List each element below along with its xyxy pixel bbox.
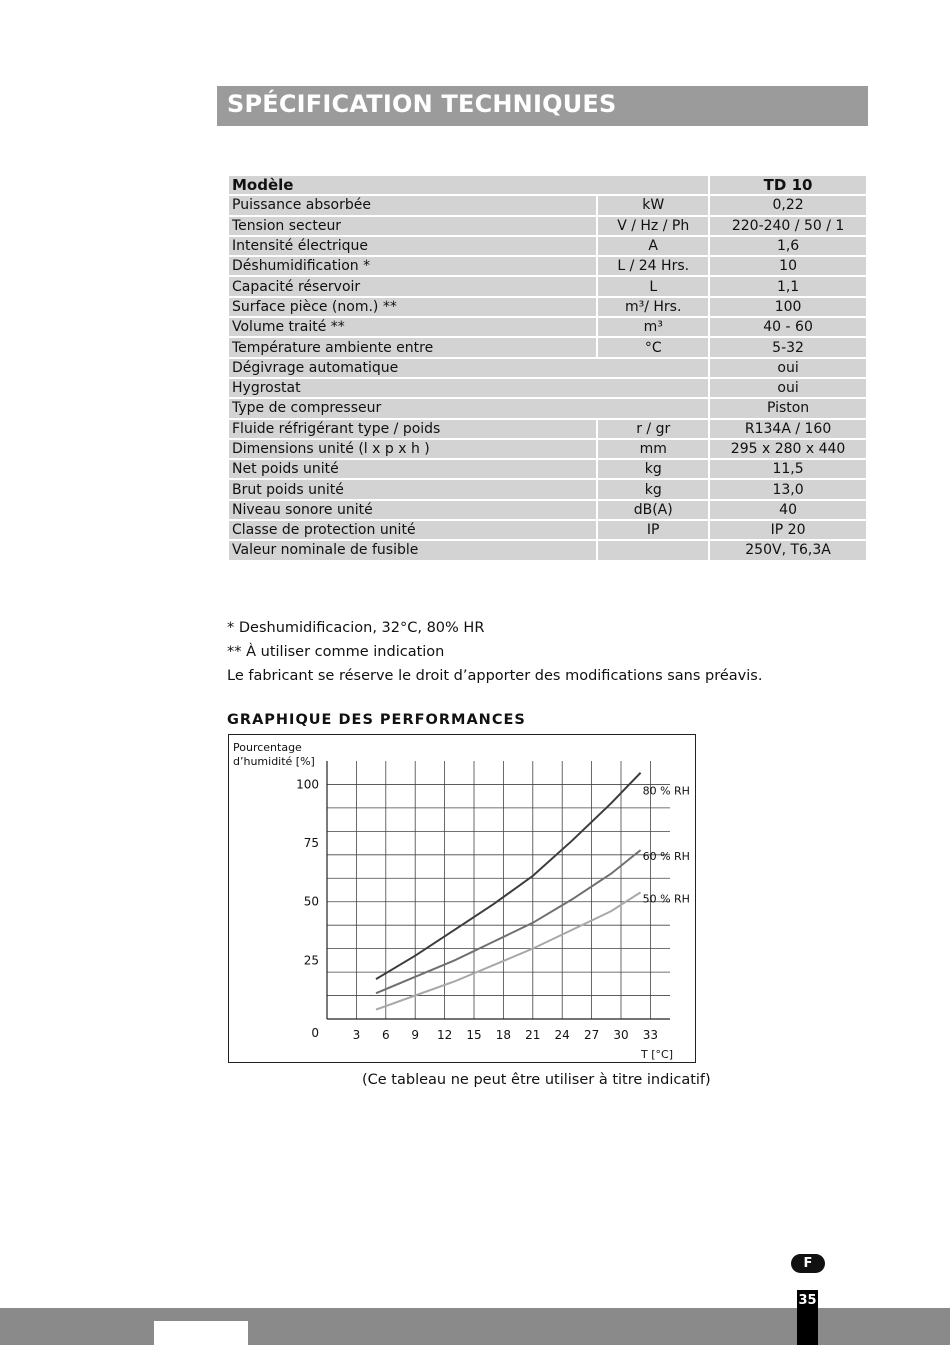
spec-value: oui	[710, 379, 866, 397]
spec-value: 250V, T6,3A	[710, 541, 866, 559]
series-line	[376, 892, 641, 1009]
spec-row	[229, 359, 866, 377]
spec-value: 220-240 / 50 / 1	[710, 217, 866, 235]
y-axis-label: Pourcentage	[233, 741, 302, 754]
spec-unit: V / Hz / Ph	[598, 217, 708, 235]
series-label: 80 % RH	[642, 784, 690, 798]
x-tick-label: 6	[381, 1028, 390, 1042]
spec-label: Tension secteur	[229, 217, 596, 235]
y-tick-label: 75	[303, 836, 319, 851]
spec-value: 5-32	[710, 338, 866, 356]
language-badge: F	[791, 1254, 825, 1273]
performance-chart	[228, 734, 696, 1063]
spec-label: Net poids unité	[229, 460, 596, 478]
spec-value: 1,1	[710, 277, 866, 295]
model-value: TD 10	[710, 176, 866, 194]
spec-value: 10	[710, 257, 866, 275]
spec-table	[227, 174, 868, 562]
note-manufacturer: Le fabricant se réserve le droit d’apporter des modifications sans préavis.	[227, 668, 763, 684]
y-axis-label: d’humidité [%]	[233, 755, 315, 768]
spec-row	[229, 298, 866, 316]
performance-chart-svg	[229, 735, 695, 1062]
spec-row	[229, 440, 866, 458]
spec-unit: r / gr	[598, 420, 708, 438]
x-tick-label: 33	[642, 1028, 659, 1042]
spec-label: Puissance absorbée	[229, 196, 596, 214]
spec-row	[229, 501, 866, 519]
spec-unit: mm	[598, 440, 708, 458]
spec-row	[229, 318, 866, 336]
spec-row	[229, 338, 866, 356]
spec-label: Dégivrage automatique	[229, 359, 708, 377]
spec-row	[229, 399, 866, 417]
performance-title: GRAPHIQUE DES PERFORMANCES	[227, 712, 526, 728]
y-tick-label: 50	[303, 894, 319, 909]
spec-row	[229, 541, 866, 559]
footer-tab	[154, 1321, 248, 1345]
title-bar	[217, 86, 868, 126]
x-tick-label: 30	[613, 1028, 629, 1042]
page-number: 35	[797, 1290, 818, 1345]
spec-value: 100	[710, 298, 866, 316]
x-tick-label: 21	[525, 1028, 541, 1042]
spec-row	[229, 460, 866, 478]
spec-label: Valeur nominale de fusible	[229, 541, 596, 559]
spec-row	[229, 480, 866, 498]
spec-unit: kW	[598, 196, 708, 214]
chart-footnote: (Ce tableau ne peut être utiliser à titre indicatif)	[362, 1072, 711, 1088]
spec-label: Température ambiente entre	[229, 338, 596, 356]
spec-unit: IP	[598, 521, 708, 539]
spec-unit: °C	[598, 338, 708, 356]
spec-label: Intensité électrique	[229, 237, 596, 255]
spec-unit: L / 24 Hrs.	[598, 257, 708, 275]
spec-label: Surface pièce (nom.) **	[229, 298, 596, 316]
y-tick-label: 25	[303, 953, 319, 968]
spec-value: 0,22	[710, 196, 866, 214]
spec-unit: L	[598, 277, 708, 295]
y-tick-label: 100	[296, 777, 319, 792]
spec-row	[229, 196, 866, 214]
spec-row	[229, 237, 866, 255]
spec-unit: m³	[598, 318, 708, 336]
spec-value: IP 20	[710, 521, 866, 539]
series-line	[376, 773, 641, 979]
spec-value: 1,6	[710, 237, 866, 255]
y-tick-label: 0	[311, 1026, 319, 1040]
spec-label: Hygrostat	[229, 379, 708, 397]
x-tick-label: 24	[554, 1028, 570, 1042]
spec-value: R134A / 160	[710, 420, 866, 438]
spec-value: 13,0	[710, 480, 866, 498]
x-tick-label: 9	[411, 1028, 420, 1042]
series-label: 50 % RH	[642, 892, 690, 906]
spec-label: Brut poids unité	[229, 480, 596, 498]
x-tick-label: 15	[466, 1028, 482, 1042]
spec-label: Niveau sonore unité	[229, 501, 596, 519]
spec-value: oui	[710, 359, 866, 377]
spec-unit: dB(A)	[598, 501, 708, 519]
note-indication: ** À utiliser comme indication	[227, 644, 445, 660]
spec-row	[229, 521, 866, 539]
spec-label: Classe de protection unité	[229, 521, 596, 539]
spec-unit: m³/ Hrs.	[598, 298, 708, 316]
spec-value: 40 - 60	[710, 318, 866, 336]
x-axis-label: T [°C]	[641, 1048, 673, 1061]
spec-label: Type de compresseur	[229, 399, 708, 417]
spec-unit: A	[598, 237, 708, 255]
spec-label: Dimensions unité (l x p x h )	[229, 440, 596, 458]
x-tick-label: 12	[436, 1028, 453, 1042]
spec-value: 11,5	[710, 460, 866, 478]
spec-value: 295 x 280 x 440	[710, 440, 866, 458]
spec-row	[229, 277, 866, 295]
x-tick-label: 18	[495, 1028, 512, 1042]
spec-unit	[598, 541, 708, 559]
model-label: Modèle	[229, 176, 708, 194]
spec-label: Volume traité **	[229, 318, 596, 336]
x-tick-label: 3	[352, 1028, 361, 1042]
spec-table-header	[229, 176, 866, 194]
spec-label: Déshumidification *	[229, 257, 596, 275]
spec-label: Fluide réfrigérant type / poids	[229, 420, 596, 438]
note-dehumidification: * Deshumidificacion, 32°C, 80% HR	[227, 620, 485, 636]
spec-value: Piston	[710, 399, 866, 417]
x-tick-label: 27	[583, 1028, 600, 1042]
spec-unit: kg	[598, 460, 708, 478]
spec-label: Capacité réservoir	[229, 277, 596, 295]
spec-row	[229, 217, 866, 235]
spec-unit: kg	[598, 480, 708, 498]
spec-row	[229, 420, 866, 438]
notes	[227, 616, 762, 688]
spec-value: 40	[710, 501, 866, 519]
spec-row	[229, 379, 866, 397]
page-title: SPÉCIFICATION TECHNIQUES	[227, 90, 617, 118]
spec-row	[229, 257, 866, 275]
series-label: 60 % RH	[642, 850, 690, 864]
